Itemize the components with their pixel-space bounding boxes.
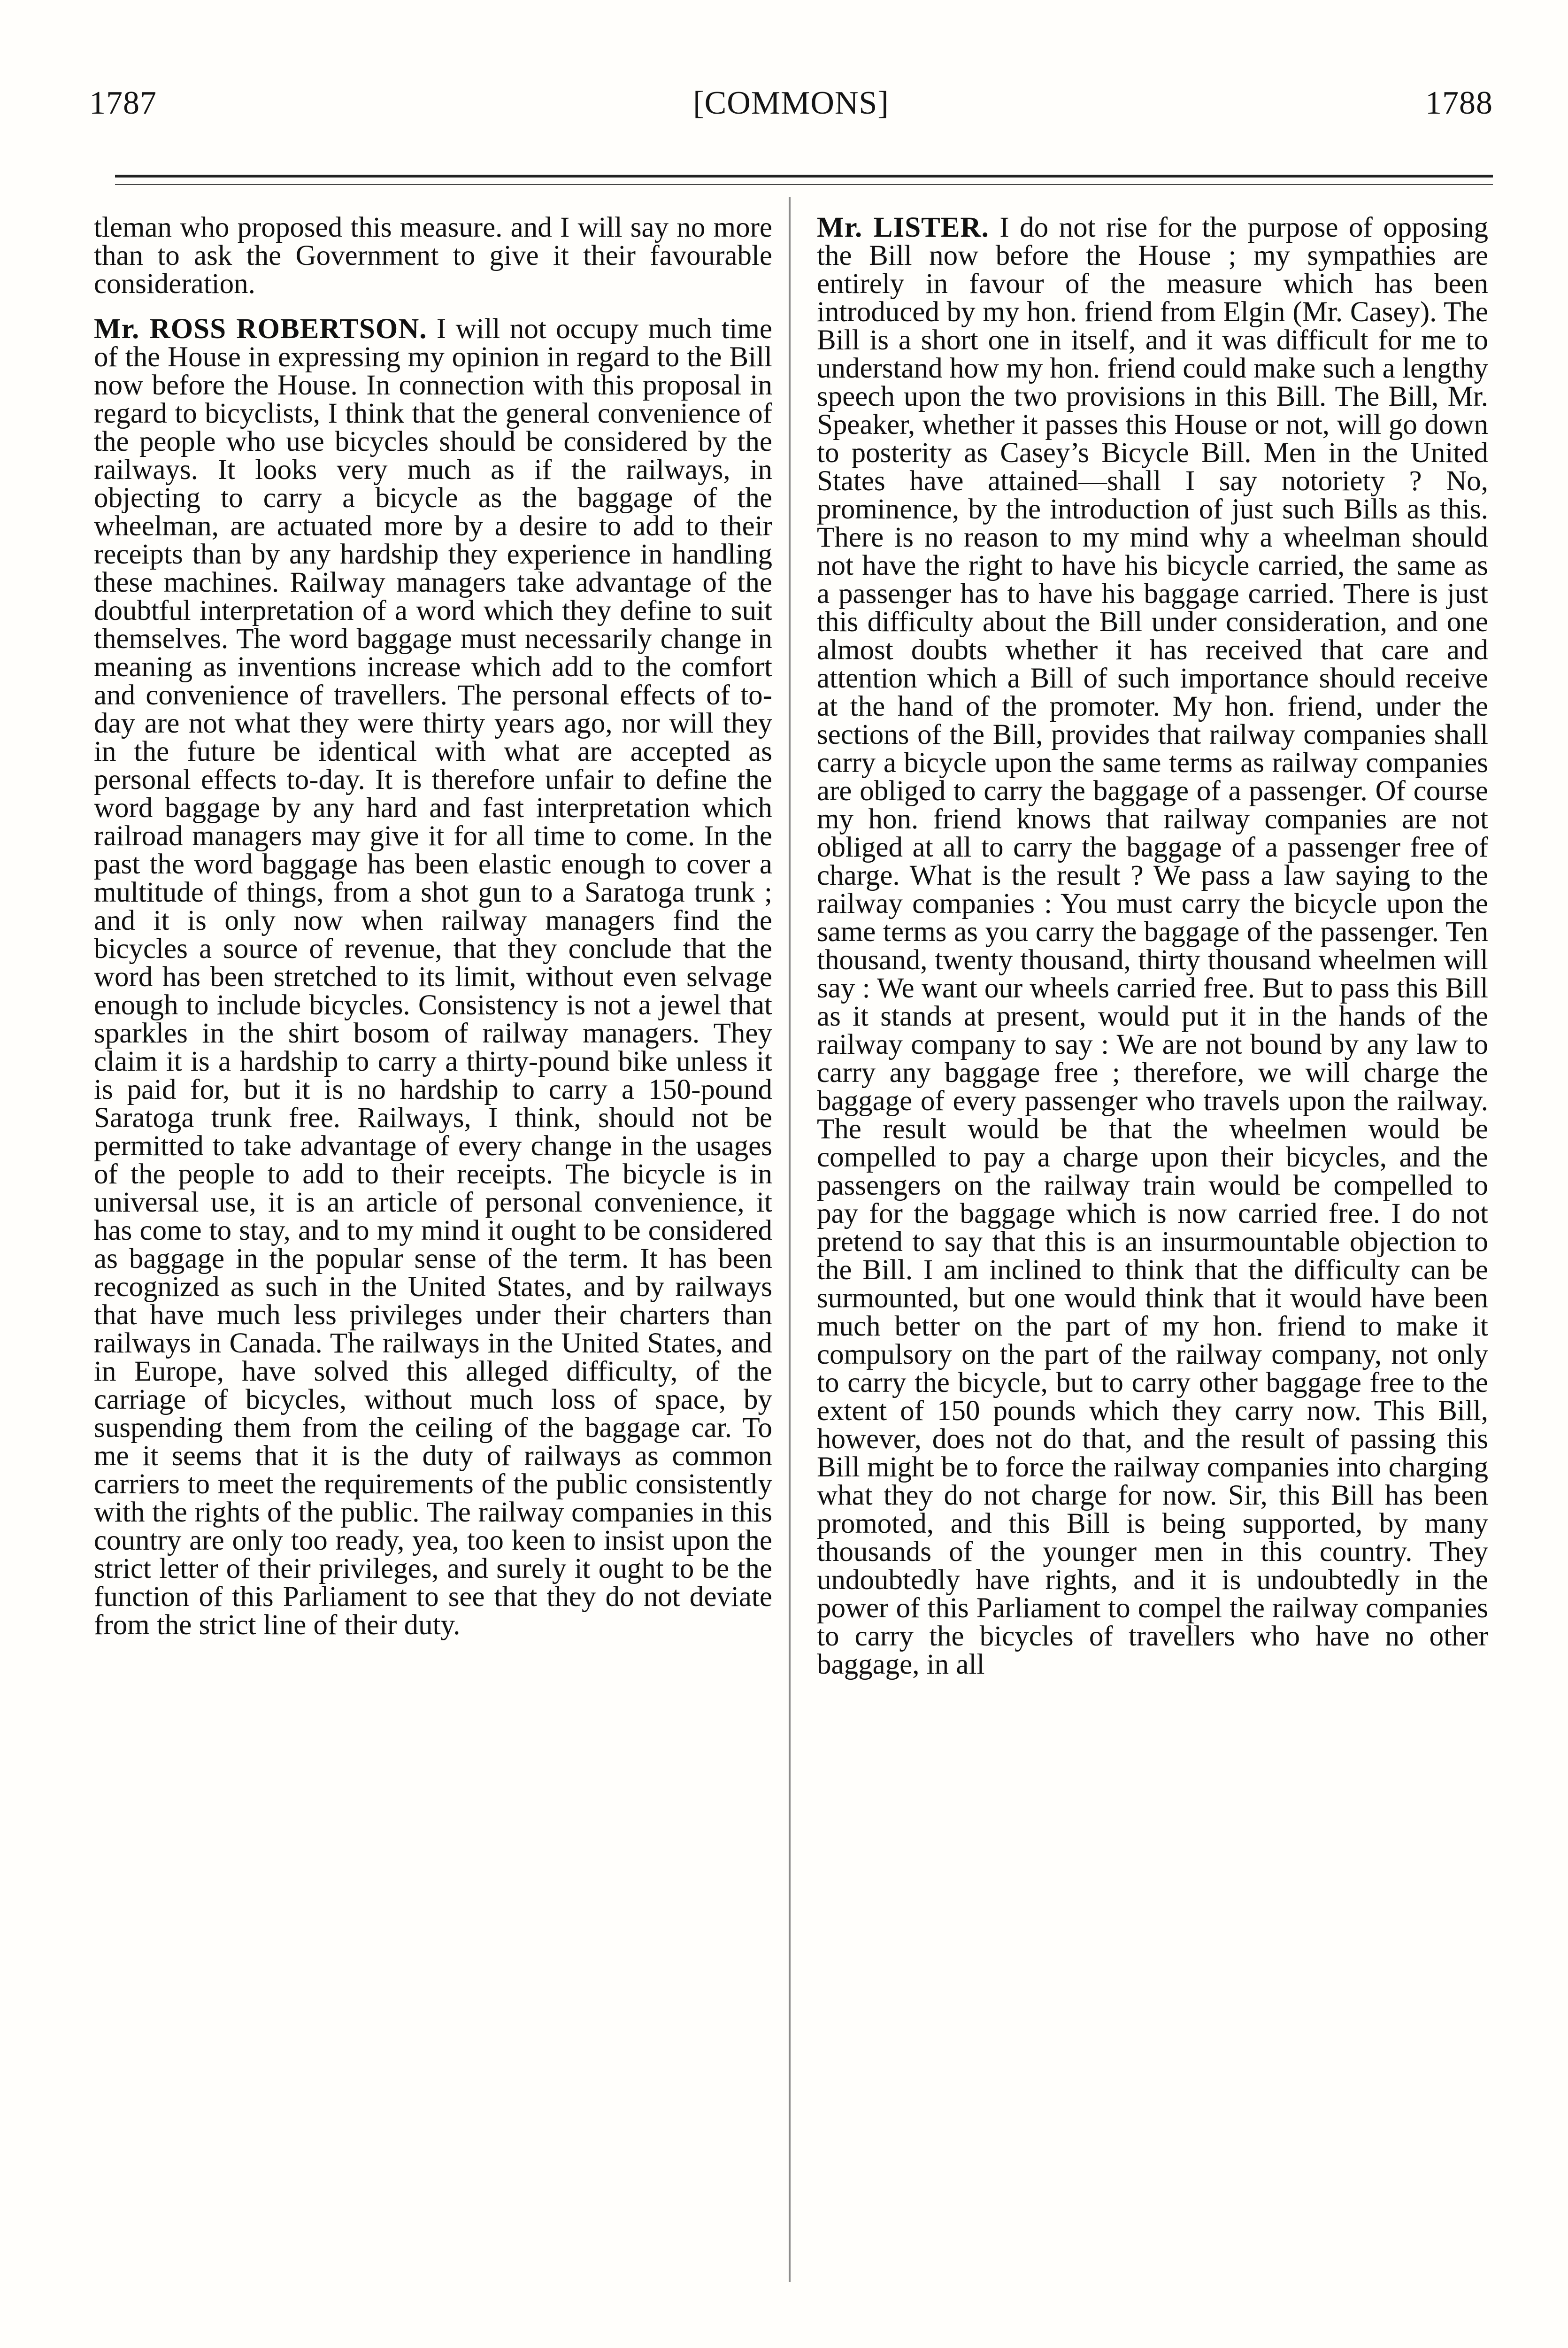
page-header [89, 75, 1493, 131]
header-rule-top [115, 175, 1493, 178]
speaker-ross-robertson: Mr. ROSS ROBERTSON. [94, 313, 427, 345]
left-page-number: 1787 [89, 85, 157, 121]
left-paragraph-2 [94, 315, 772, 1639]
right-page-number: 1788 [1425, 85, 1493, 121]
left-paragraph-1-text: tleman who proposed this measure. and I will say no more than to ask the Government to give it their favourable consideration. [94, 212, 772, 300]
speaker-lister: Mr. LISTER. [817, 212, 989, 243]
page-title: [COMMONS] [693, 85, 889, 121]
right-paragraph-1-text: I do not rise for the purpose of opposing the Bill now before the House ; my sympathies are entirely in favour of the measure which has been introduced by my hon. friend from Elgin (Mr. Casey). The Bill is a short one in itself, and it was difficult for me to understand how my hon. friend could make such a lengthy speech upon the two provisions in this Bill. The Bill, Mr. Speaker, whether it passes this House or not, will go down to posterity as Casey’s Bicycle Bill. Men in the United States have attained—shall I say notoriety ? No, prominence, by the introduction of just such Bills as this. There is no reason to my mind why a wheelman should not have the right to have his bicycle carried, the same as a passenger has to have his baggage carried. There is just this difficulty about the Bill under consideration, and one almost doubts whether it has received that care and attention which a Bill of such importance should receive at the hand of the promoter. My hon. friend, under the sections of the Bill, provides that railway companies shall carry a bicycle upon the same terms as railway companies are obliged to carry the baggage of a passenger. Of course my hon. friend knows that railway companies are not obliged at all to carry the baggage of a passenger free of charge. What is the result ? We pass a law saying to the railway companies : You must carry the bicycle upon the same terms as you carry the baggage of the passenger. Ten thousand, twenty thousand, thirty thousand wheelmen will say : We want our wheels carried free. But to pass this Bill as it stands at present, would put it in the hands of the railway company to say : We are not bound by any law to carry any baggage free ; therefore, we will charge the baggage of every passenger who travels upon the railway. The result would be that the wheelmen would be compelled to pay a charge upon their bicycles, and the passengers on the railway train would be compelled to pay for the baggage which is now carried free. I do not pretend to say that this is an insurmountable objection to the Bill. I am inclined to think that the difficulty can be surmounted, but one would think that it would have been much better on the part of my hon. friend to make it compulsory on the part of the railway company, not only to carry the bicycle, but to carry other baggage free to the extent of 150 pounds which they carry now. This Bill, however, does not do that, and the result of passing this Bill might be to force the railway companies into charging what they do not charge for now. Sir, this Bill has been promoted, and this Bill is being supported, by many thousands of the younger men in this country. They undoubtedly have rights, and it is undoubtedly in the power of this Parliament to compel the railway companies to carry the bicycles of travellers who have no other baggage, in all [817, 212, 1488, 1680]
right-column [817, 214, 1488, 1696]
left-paragraph-2-text: I will not occupy much time of the House in expressing my opinion in regard to the Bill now before the House. In connection with this proposal in regard to bicyclists, I think that the general convenience of the people who use bicycles should be considered by the railways. It looks very much as if the railways, in objecting to carry a bicycle as the baggage of the wheelman, are actuated more by a desire to add to their receipts than by any hardship they experience in handling these machines. Railway managers take advantage of the doubtful interpretation of a word which they define to suit themselves. The word baggage must necessarily change in meaning as inventions increase which add to the comfort and convenience of travellers. The personal effects of to-day are not what they were thirty years ago, nor will they in the future be identical with what are accepted as personal effects to-day. It is therefore unfair to define the word baggage by any hard and fast interpretation which railroad managers may give it for all time to come. In the past the word baggage has been elastic enough to cover a multitude of things, from a shot gun to a Saratoga trunk ; and it is only now when railway managers find the bicycles a source of revenue, that they conclude that the word has been stretched to its limit, without even selvage enough to include bicycles. Consistency is not a jewel that sparkles in the shirt bosom of railway managers. They claim it is a hardship to carry a thirty-pound bike unless it is paid for, but it is no hardship to carry a 150-pound Saratoga trunk free. Railways, I think, should not be permitted to take advantage of every change in the usages of the people to add to their receipts. The bicycle is in universal use, it is an article of personal convenience, it has come to stay, and to my mind it ought to be considered as baggage in the popular sense of the term. It has been recognized as such in the United States, and by railways that have much less privileges under their charters than railways in Canada. The railways in the United States, and in Europe, have solved this alleged difficulty, of the carriage of bicycles, without much loss of space, by suspending them from the ceiling of the baggage car. To me it seems that it is the duty of railways as common carriers to meet the requirements of the public consistently with the rights of the public. The railway companies in this country are only too ready, yea, too keen to insist upon the strict letter of their privileges, and surely it ought to be the function of this Parliament to see that they do not deviate from the strict line of their duty. [94, 313, 772, 1641]
right-paragraph-1 [817, 214, 1488, 1679]
left-paragraph-1 [94, 214, 772, 298]
left-column [94, 214, 772, 1656]
header-rule-bottom [115, 184, 1493, 185]
column-divider [789, 197, 791, 2282]
